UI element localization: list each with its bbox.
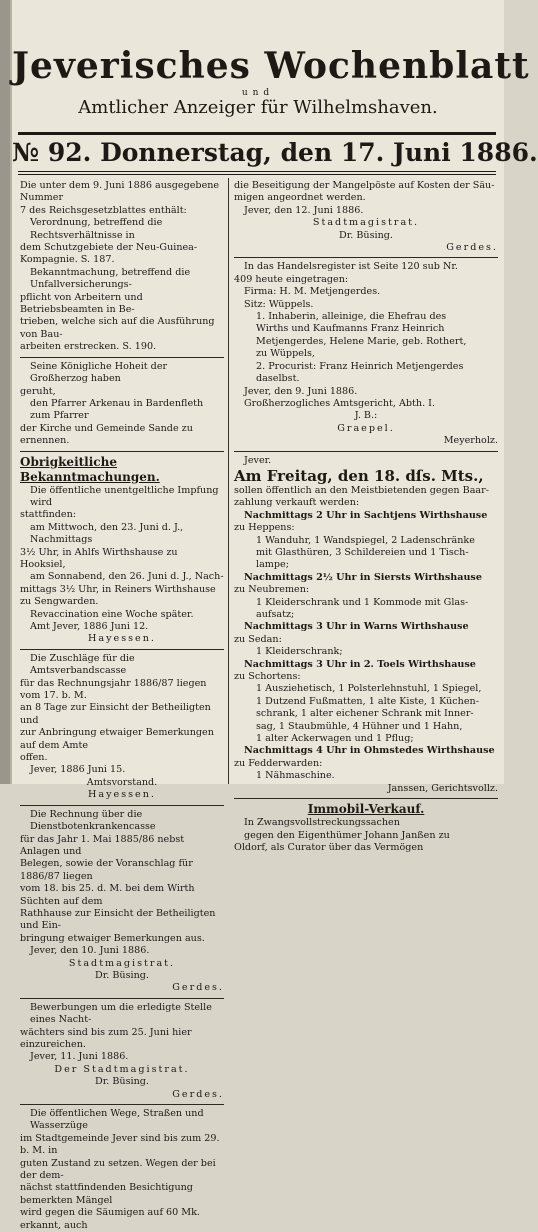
right-column-text-line: J. B.: bbox=[354, 410, 378, 422]
left-column-text-line: der Kirche und Gemeinde Sande zu ernennen. bbox=[20, 422, 193, 447]
left-column-text-line: den Pfarrer Arkenau in Bardenfleth zum Pfarrer bbox=[30, 397, 204, 422]
left-column bbox=[20, 180, 224, 1232]
masthead-und: und bbox=[241, 88, 275, 98]
right-column-text-line: Oldorf, als Curator über das Vermögen bbox=[234, 841, 424, 853]
right-column-text-line: 1 Dutzend Fußmatten, 1 alte Kiste, 1 Küchen- bbox=[256, 695, 479, 707]
left-column-text-line: guten Zustand zu setzen. Wegen der bei der dem- bbox=[20, 1157, 216, 1182]
left-column-text-line: Revaccination eine Woche später. bbox=[30, 608, 194, 620]
right-column-text-line: Nachmittags 2 Uhr in Sachtjens Wirthshause bbox=[244, 509, 488, 521]
binding-gutter bbox=[0, 0, 10, 784]
left-column-text-line: Seine Königliche Hoheit der Großherzog haben bbox=[30, 360, 168, 385]
left-column-text-line: Hayessen. bbox=[88, 633, 156, 645]
right-column-text-line: Metjengerdes, Helene Marie, geb. Rothert, bbox=[256, 335, 467, 347]
right-column-text-line: migen angeordnet werden. bbox=[234, 192, 366, 204]
right-column-text-line: 1 Nähmaschine. bbox=[256, 770, 335, 782]
right-column-text-line: Gerdes. bbox=[446, 242, 498, 254]
left-column-text-line: Jever, 11. Juni 1886. bbox=[30, 1051, 129, 1063]
right-column-text-line: 409 heute eingetragen: bbox=[234, 273, 349, 285]
left-column-text-line: an 8 Tage zur Einsicht der Betheiligten und bbox=[20, 702, 211, 726]
right-column-text-line: Janssen, Gerichtsvollz. bbox=[387, 782, 498, 794]
right-column-text-line: Wirths und Kaufmanns Franz Heinrich bbox=[256, 323, 445, 335]
left-column-text-line: Obrigkeitliche Bekanntmachungen. bbox=[20, 454, 160, 484]
right-column-text-line: Immobil-Verkauf. bbox=[307, 802, 425, 817]
right-column-text-line: Nachmittags 4 Uhr in Ohmstedes Wirthshause bbox=[244, 745, 495, 757]
right-column-text-line: zu Wüppels, bbox=[256, 348, 315, 360]
left-column-text-line: Die Rechnung über die Dienstbotenkrankencasse bbox=[30, 808, 156, 833]
left-column-text-line: für das Rechnungsjahr 1886/87 liegen vom 17. b. M. bbox=[20, 677, 207, 702]
left-column-text-line: trieben, welche sich auf die Ausführung von Bau- bbox=[20, 316, 215, 340]
right-column-text-line: zu Neubremen: bbox=[234, 584, 310, 596]
right-column-text-line: Jever. bbox=[244, 454, 272, 466]
left-column-text-line: am Sonnabend, den 26. Juni d. J., Nach- bbox=[30, 571, 224, 583]
newspaper-page bbox=[10, 0, 538, 1231]
left-column-separator bbox=[20, 805, 224, 806]
left-column-text-line: stattfinden: bbox=[20, 509, 77, 521]
right-column-text-line: Nachmittags 3 Uhr in Warns Wirthshause bbox=[244, 621, 469, 633]
right-column-text-line: lampe; bbox=[256, 559, 289, 571]
left-column-text-line: 3½ Uhr, in Ahlfs Wirthshause zu Hooksiel, bbox=[20, 546, 178, 570]
left-column-text-line: geruht, bbox=[20, 385, 56, 397]
right-column-text-line: Sitz: Wüppels. bbox=[244, 298, 314, 310]
left-column-text-line: dem Schutzgebiete der Neu-Guinea-Kompagnie. S. 187. bbox=[20, 242, 198, 266]
masthead-rule bbox=[18, 132, 496, 135]
left-column-separator bbox=[20, 1104, 224, 1105]
left-column-text-line: Rathhause zur Einsicht der Betheiligten und Ein- bbox=[20, 907, 216, 932]
right-column-text-line: daselbst. bbox=[256, 373, 300, 385]
left-column-text-line: pflicht von Arbeitern und Betriebsbeamten in Be- bbox=[20, 291, 143, 316]
right-column-text-line: sollen öffentlich an den Meistbietenden gegen Baar- bbox=[234, 484, 489, 496]
right-column-text-line: sag, 1 Staubmühle, 4 Hühner und 1 Hahn, bbox=[256, 720, 463, 732]
right-column-text-line: zu Schortens: bbox=[234, 671, 301, 683]
left-column-text-line: zu Sengwarden. bbox=[20, 596, 99, 608]
right-column-separator bbox=[234, 451, 498, 452]
right-column-text-line: zu Heppens: bbox=[234, 522, 295, 534]
left-column-separator bbox=[20, 998, 224, 999]
left-column-text-line: Gerdes. bbox=[172, 1088, 224, 1100]
right-column-text-line: Dr. Büsing. bbox=[339, 229, 393, 241]
left-column-text-line: Die öffentliche unentgeltliche Impfung wird bbox=[30, 484, 219, 508]
right-column-separator bbox=[234, 257, 498, 258]
right-column-text-line: 1 alter Ackerwagen und 1 Pflug; bbox=[256, 733, 414, 745]
dateline-rule-bottom bbox=[18, 174, 496, 175]
left-column-text-line: Die unter dem 9. Juni 1886 ausgegebene Nummer bbox=[20, 180, 220, 204]
left-column-text-line: wächters sind bis zum 25. Juni hier einzureichen. bbox=[20, 1026, 192, 1050]
masthead-title: Jeverisches Wochenblatt bbox=[12, 45, 530, 87]
column-divider bbox=[228, 178, 229, 784]
masthead-subtitle: Amtlicher Anzeiger für Wilhelmshaven. bbox=[78, 97, 438, 118]
right-column-text-line: Jever, den 12. Juni 1886. bbox=[244, 204, 364, 216]
right-column-text-line: Großherzogliches Amtsgericht, Abth. I. bbox=[244, 397, 436, 409]
right-column-text-line: mit Glasthüren, 3 Schildereien und 1 Tisch- bbox=[256, 546, 469, 558]
right-column-text-line: Stadtmagistrat. bbox=[312, 217, 420, 229]
left-column-text-line: Amt Jever, 1886 Juni 12. bbox=[30, 621, 149, 632]
right-column-text-line: In Zwangsvollstreckungssachen bbox=[244, 817, 400, 829]
left-column-text-line: für das Jahr 1. Mai 1885/86 nebst Anlagen und bbox=[20, 833, 185, 857]
left-column-text-line: Bewerbungen um die erledigte Stelle eines Nacht- bbox=[30, 1001, 212, 1026]
left-column-separator bbox=[20, 649, 224, 650]
left-column-text-line: Gerdes. bbox=[172, 982, 224, 994]
right-column-text-line: aufsatz; bbox=[256, 609, 295, 620]
left-column-text-line: nächst stattfindenden Besichtigung bemerkten Mängel bbox=[20, 1182, 193, 1206]
right-column-text-line: 1 Kleiderschrank; bbox=[256, 646, 343, 658]
right-column-text-line: Am Freitag, den 18. dſs. Mts., bbox=[234, 466, 484, 485]
left-column-text-line: bringung etwaiger Bemerkungen aus. bbox=[20, 932, 205, 944]
left-column-text-line: im Stadtgemeinde Jever sind bis zum 29. b. M. in bbox=[20, 1132, 220, 1157]
right-column-text-line: 1. Inhaberin, alleinige, die Ehefrau des bbox=[256, 311, 447, 323]
right-column-text-line: In das Handelsregister ist Seite 120 sub Nr. bbox=[244, 261, 458, 273]
left-column-text-line: Dr. Büsing. bbox=[95, 969, 149, 981]
left-column-text-line: Belegen, sowie der Voranschlag für 1886/87 liegen bbox=[20, 858, 193, 882]
right-column-text-line: schrank, 1 alter eichener Schrank mit Inner- bbox=[256, 708, 474, 720]
left-column-text-line: Die Zuschläge für die Amtsverbandscasse bbox=[30, 652, 135, 677]
left-column-text-line: Die öffentlichen Wege, Straßen und Wasserzüge bbox=[30, 1108, 204, 1132]
dateline-rule-top bbox=[18, 171, 496, 172]
left-column-text-line: Der Stadtmagistrat. bbox=[54, 1063, 190, 1075]
right-column-text-line: zahlung verkauft werden: bbox=[234, 497, 360, 509]
right-column-text-line: zu Fedderwarden: bbox=[234, 757, 323, 769]
left-column-text-line: offen. bbox=[20, 752, 48, 764]
right-column bbox=[234, 180, 498, 854]
left-column-text-line: am Mittwoch, den 23. Juni d. J., Nachmittags bbox=[30, 521, 184, 546]
left-column-separator bbox=[20, 357, 224, 358]
left-column-text-line: Amtsvorstand. bbox=[86, 776, 158, 788]
right-column-text-line: zu Sedan: bbox=[234, 633, 282, 645]
issue-dateline: № 92. Donnerstag, den 17. Juni 1886. bbox=[12, 138, 538, 167]
left-column-text-line: wird gegen die Säumigen auf 60 Mk. erkannt, auch bbox=[20, 1207, 200, 1231]
left-column-text-line: Stadtmagistrat. bbox=[68, 957, 176, 969]
right-column-text-line: Firma: H. M. Metjengerdes. bbox=[244, 286, 381, 298]
left-column-text-line: Jever, den 10. Juni 1886. bbox=[30, 945, 150, 957]
masthead bbox=[12, 45, 530, 119]
left-column-text-line: 7 des Reichsgesetzblattes enthält: bbox=[20, 204, 187, 216]
left-column-text-line: arbeiten erstrecken. S. 190. bbox=[20, 341, 157, 353]
right-column-text-line: Nachmittags 2½ Uhr in Siersts Wirthshause bbox=[244, 571, 482, 583]
left-column-text-line: Jever, 1886 Juni 15. bbox=[30, 764, 126, 776]
left-column-text-line: zur Anbringung etwaiger Bemerkungen auf dem Amte bbox=[20, 727, 214, 751]
left-column-text-line: Dr. Büsing. bbox=[95, 1076, 149, 1088]
right-column-text-line: 1 Wanduhr, 1 Wandspiegel, 2 Ladenschränke bbox=[256, 534, 475, 546]
left-column-separator bbox=[20, 451, 224, 452]
right-column-separator bbox=[234, 798, 498, 799]
right-column-text-line: Nachmittags 3 Uhr in 2. Toels Wirthshause bbox=[244, 658, 476, 670]
right-column-text-line: Meyerholz. bbox=[443, 435, 498, 447]
right-column-text-line: Graepel. bbox=[337, 422, 395, 434]
left-column-text-line: vom 18. bis 25. d. M. bei dem Wirth Süchten auf dem bbox=[20, 883, 195, 907]
right-column-text-line: gegen den Eigenthümer Johann Janßen zu bbox=[244, 829, 450, 841]
left-column-text-line: Verordnung, betreffend die Rechtsverhältnisse in bbox=[30, 217, 163, 241]
left-column-text-line: mittags 3½ Uhr, in Reiners Wirthshause bbox=[20, 583, 216, 595]
right-column-text-line: Jever, den 9. Juni 1886. bbox=[244, 385, 358, 397]
right-column-text-line: die Beseitigung der Mangelpöste auf Kosten der Säu- bbox=[234, 180, 495, 191]
left-column-text-line: Bekanntmachung, betreffend die Unfallversicherungs- bbox=[30, 266, 191, 291]
right-column-text-line: 1 Ausziehetisch, 1 Polsterlehnstuhl, 1 Spiegel, bbox=[256, 683, 482, 695]
right-column-text-line: 2. Procurist: Franz Heinrich Metjengerdes bbox=[256, 360, 464, 372]
left-column-text-line: Hayessen. bbox=[88, 789, 156, 801]
right-column-text-line: 1 Kleiderschrank und 1 Kommode mit Glas- bbox=[256, 596, 469, 608]
